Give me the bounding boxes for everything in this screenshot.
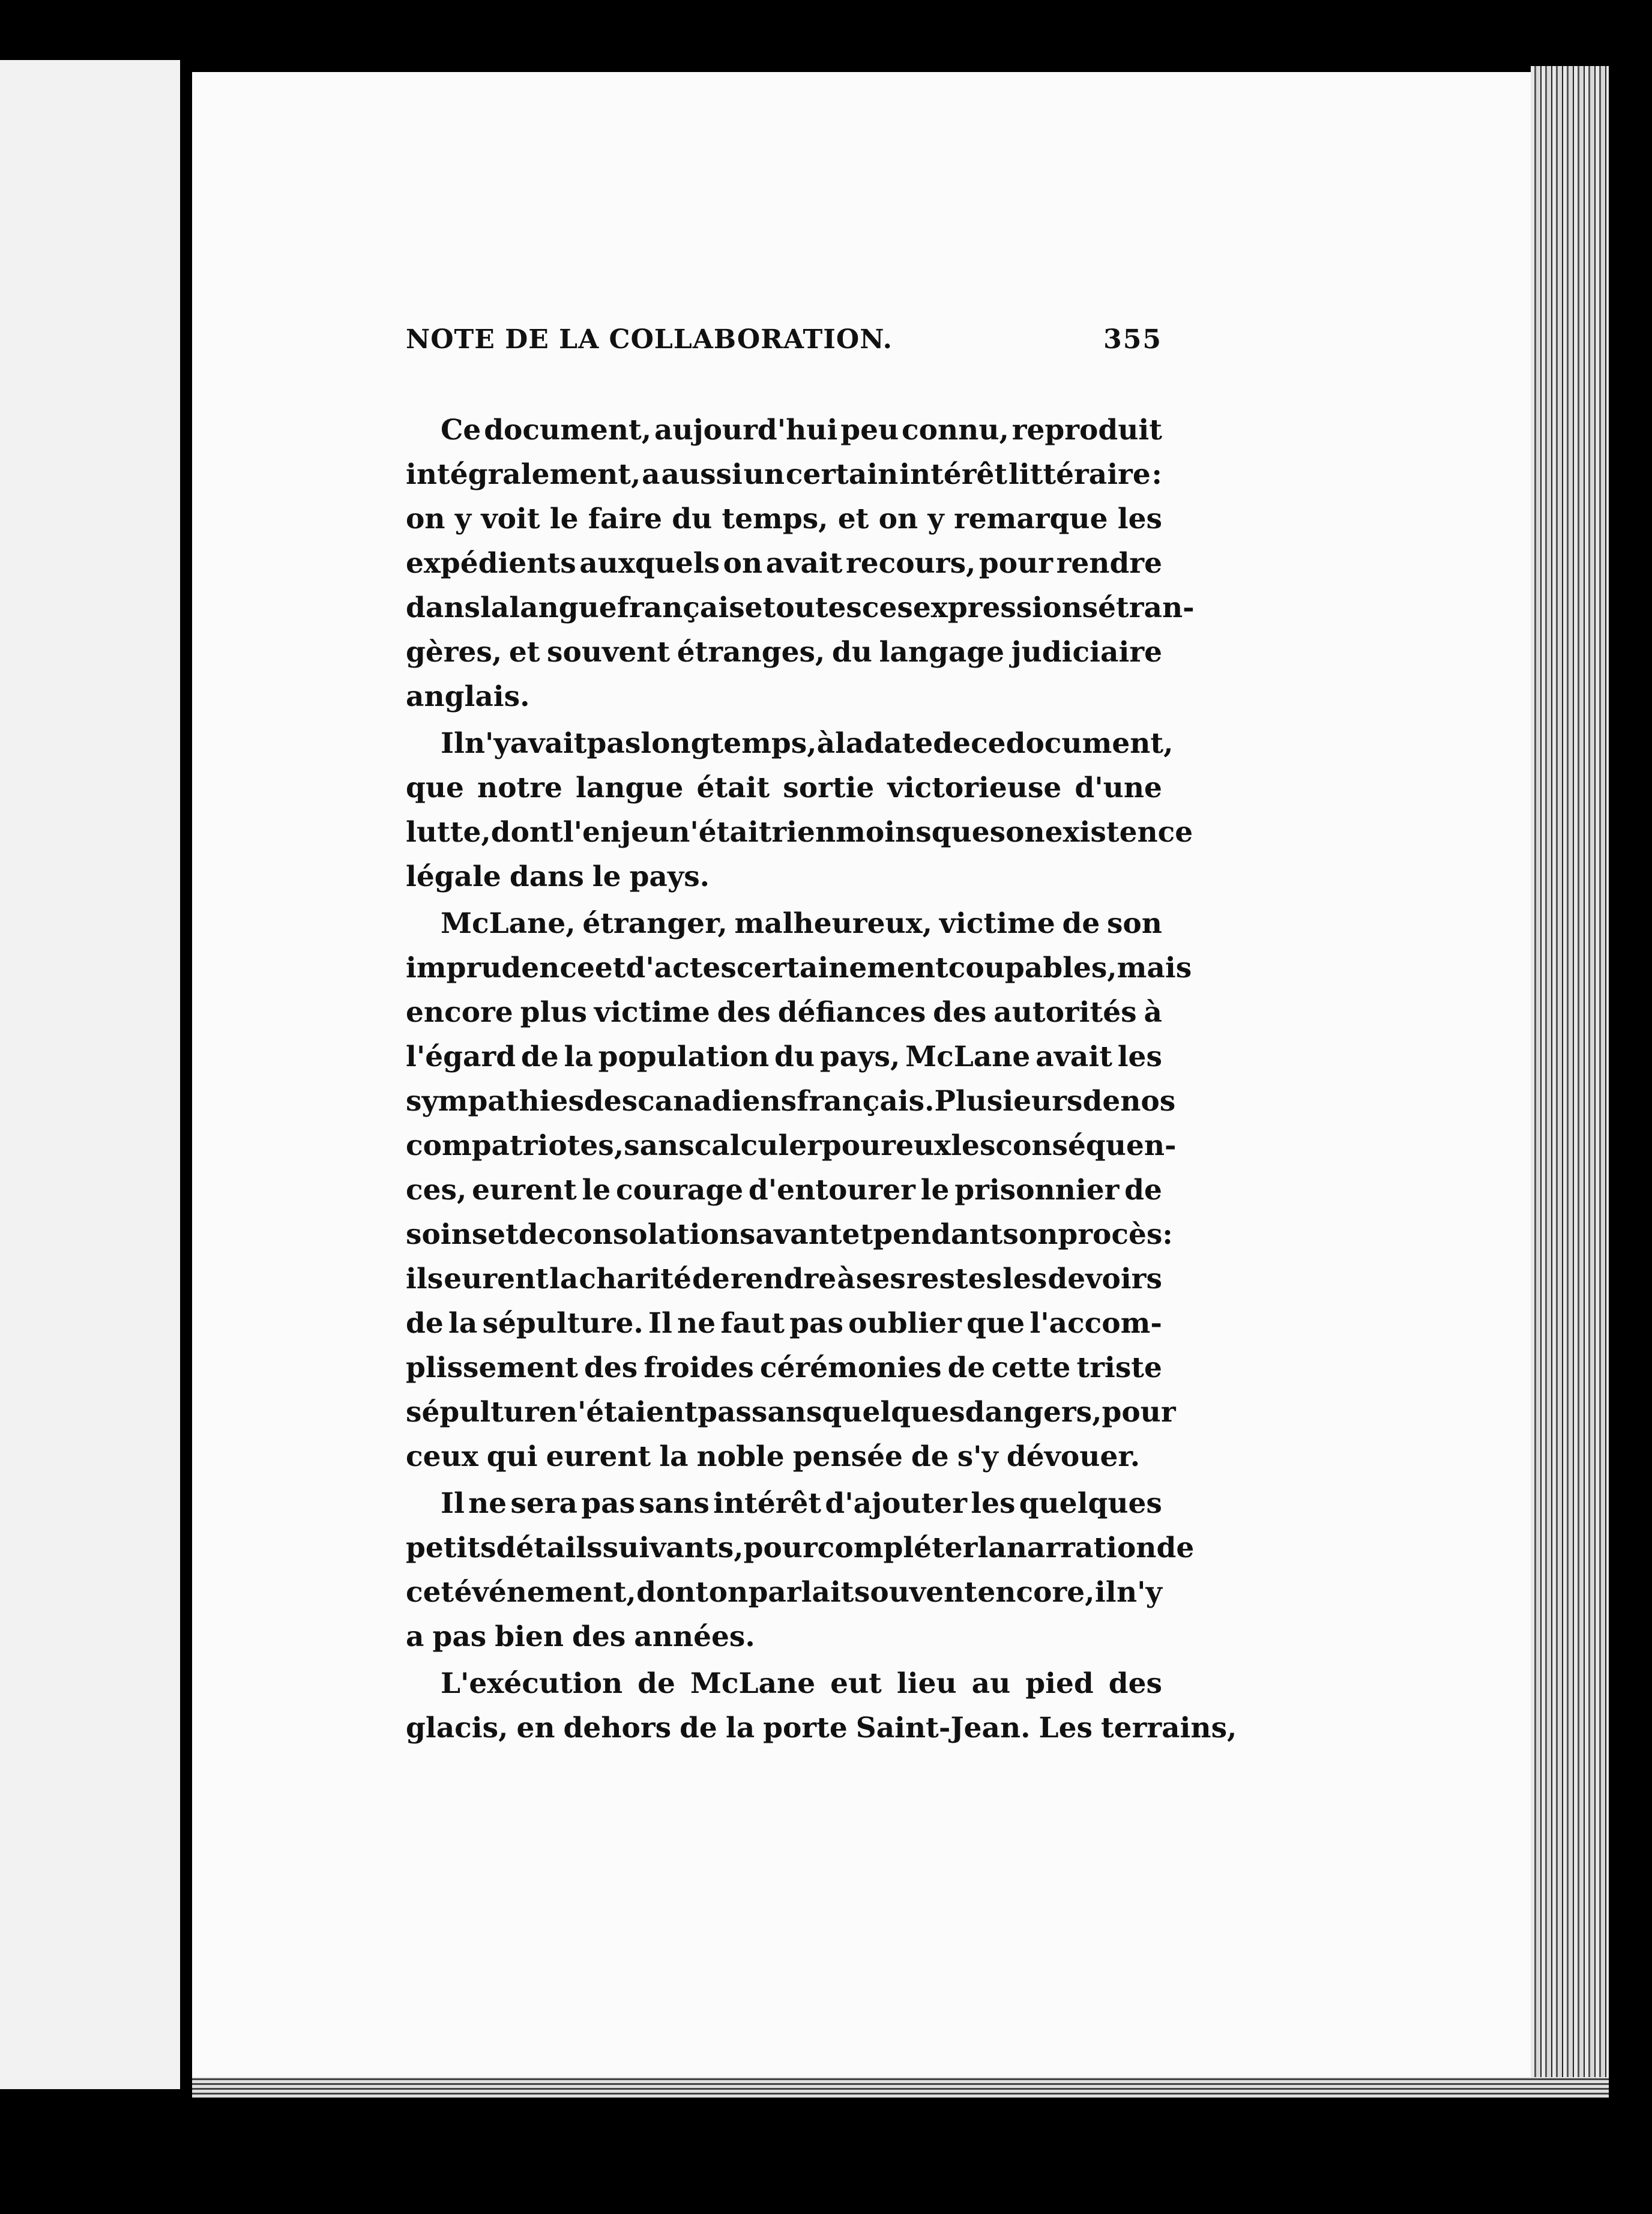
book-page-edges (1531, 66, 1609, 2083)
text-block (406, 324, 1237, 1751)
text-line: intégralement, a aussi un certain intérêt littéraire : (406, 458, 1162, 491)
text-line: de la sépulture. Il ne faut pas oublier que l'accom- (406, 1307, 1162, 1340)
text-line: a pas bien des années. (406, 1620, 755, 1653)
text-line: sépulture n'étaient pas sans quelques dangers, pour (406, 1396, 1176, 1429)
text-line: expédients auxquels on avait recours, pour rendre (406, 547, 1162, 580)
text-line: L'exécution de McLane eut lieu au pied des (441, 1667, 1162, 1700)
text-line: Ce document, aujourd'hui peu connu, reproduit (441, 414, 1162, 447)
facing-page-edge (0, 60, 180, 2089)
text-line: on y voit le faire du temps, et on y remarque les (406, 502, 1162, 535)
body-text (406, 408, 1237, 1751)
text-line: glacis, en dehors de la porte Saint-Jean. Les terrains, (406, 1712, 1237, 1745)
running-head (406, 324, 1162, 372)
text-line: lutte, dont l'enjeu n'était rien moins que son existence (406, 816, 1193, 849)
text-line: que notre langue était sortie victorieuse d'une (406, 771, 1162, 804)
text-line: McLane, étranger, malheureux, victime de son (441, 907, 1162, 940)
text-line: cet événement, dont on parlait souvent encore, il n'y (406, 1576, 1162, 1609)
page-number: 355 (1103, 324, 1162, 355)
text-line: encore plus victime des défiances des autorités à (406, 996, 1162, 1029)
text-line: gères, et souvent étranges, du langage judiciaire (406, 636, 1162, 669)
text-line: petits détails suivants, pour compléter la narration de (406, 1531, 1195, 1564)
text-line: Il ne sera pas sans intérêt d'ajouter les quelques (441, 1487, 1162, 1520)
text-line: compatriotes, sans calculer pour eux les conséquen- (406, 1129, 1177, 1162)
text-line: plissement des froides cérémonies de cette triste (406, 1351, 1162, 1384)
text-line: l'égard de la population du pays, McLane avait les (406, 1040, 1162, 1073)
text-line: dans la langue française toutes ces expressions étran- (406, 591, 1195, 624)
text-line: anglais. (406, 680, 530, 713)
text-line: imprudence et d'actes certainement coupables, mais (406, 952, 1192, 985)
text-line: légale dans le pays. (406, 860, 710, 893)
text-line: ces, eurent le courage d'entourer le prisonnier de (406, 1174, 1162, 1207)
running-head-title: NOTE DE LA COLLABORATION. (406, 324, 893, 355)
book-bottom-edge (192, 2077, 1609, 2098)
text-line: soins et de consolations avant et pendant son procès : (406, 1218, 1173, 1251)
text-line: ils eurent la charité de rendre à ses restes les devoirs (406, 1262, 1162, 1296)
text-line: ceux qui eurent la noble pensée de s'y dévouer. (406, 1440, 1141, 1473)
text-line: Il n'y avait pas longtemps, à la date de ce document, (441, 727, 1174, 760)
text-line: sympathies des canadiens français. Plusieurs de nos (406, 1085, 1176, 1118)
